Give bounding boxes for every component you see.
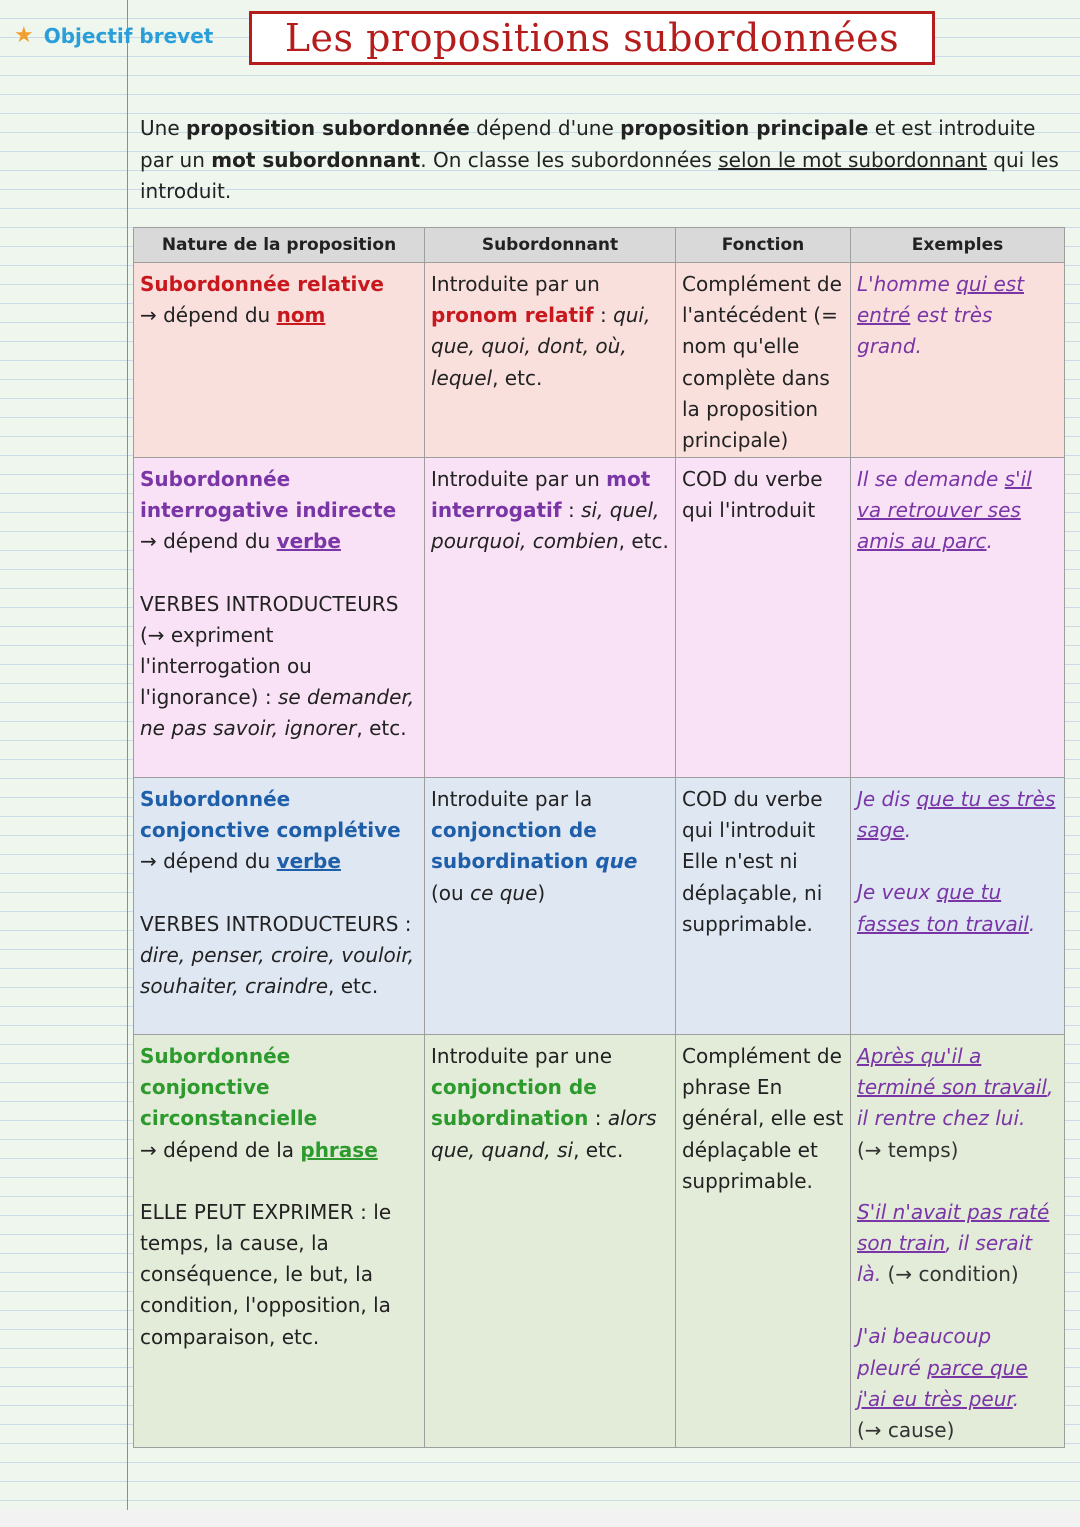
sub-keyword: conjonction de subordination [431, 1075, 597, 1131]
example-subordinate: que tu es très sage [857, 787, 1056, 843]
spacer [140, 1166, 418, 1197]
intro-bold-term: mot subordonnant [211, 147, 421, 172]
example-text: L'homme [857, 272, 957, 296]
cell-nature [134, 458, 425, 778]
header-subordonnant: Subordonnant [425, 228, 676, 263]
cell-subordonnant [425, 1035, 676, 1448]
sub-items: si, quel, pourquoi, combien [431, 498, 660, 554]
intro-text: qui les introduit. [140, 147, 1059, 203]
sub-keyword: mot interrogatif [431, 467, 651, 523]
header-fonction: Fonction [676, 228, 851, 263]
depends-word: nom [276, 303, 326, 328]
spacer [857, 846, 1058, 877]
sub-intro: Introduite par une [431, 1044, 613, 1068]
example-text: . [986, 529, 993, 554]
cell-nature [134, 778, 425, 1035]
example-text: , il rentre chez lui. [857, 1075, 1054, 1131]
sub-rest-end: ) [537, 880, 546, 905]
sub-end: , etc. [492, 365, 543, 390]
sub-separator: : [561, 498, 582, 523]
cell-fonction: Complément de phrase En général, elle est déplaçable et supprimable. [676, 1035, 851, 1448]
express-label: ELLE PEUT EXPRIMER : le temps, la cause, la conséquence, le but, la condition, l'opposition, la comparaison, etc. [140, 1199, 392, 1349]
star-icon: ★ [14, 23, 34, 48]
cell-nature [134, 263, 425, 458]
header-nature: Nature de la proposition [134, 228, 425, 263]
example-text: est très grand. [857, 303, 993, 359]
objective-tag-label: Objectif brevet [43, 24, 214, 48]
depends-word: verbe [276, 529, 341, 554]
cell-nature [134, 1035, 425, 1448]
example-subordinate: que tu fasses ton travail [857, 880, 1029, 936]
depends-text: → dépend du [140, 849, 277, 874]
spacer [857, 1290, 1058, 1321]
header-exemples: Exemples [851, 228, 1065, 263]
sub-keyword: conjonction de subordination [431, 818, 597, 874]
example-text: . [1012, 1386, 1020, 1411]
intro-text: et est introduite par un [140, 116, 1036, 172]
example-text: . [1028, 911, 1036, 936]
depends-text: → dépend du [140, 529, 277, 554]
intro-bold-term: proposition principale [620, 116, 869, 140]
verbs-label: VERBES INTRODUCTEURS : [140, 911, 412, 936]
example-note: (→ cause) [857, 1418, 955, 1443]
sub-rest-italic: ce que [470, 880, 538, 905]
verbs-end: , etc. [356, 716, 407, 741]
verbs-label: VERBES INTRODUCTEURS (→ expriment l'interrogation ou l'ignorance) : [140, 591, 399, 710]
example-text: Je veux [857, 880, 937, 905]
cell-fonction: Complément de l'antécédent (= nom qu'elle complète dans la proposition principale) [676, 263, 851, 458]
example-text: J'ai beaucoup pleuré [857, 1324, 992, 1380]
example-subordinate: parce que j'ai eu très peur [857, 1355, 1028, 1411]
depends-text: → dépend de la [140, 1137, 301, 1162]
sub-end: , etc. [618, 529, 669, 554]
example-subordinate: qui est entré [857, 272, 1025, 328]
spacer [140, 558, 418, 589]
intro-underlined: selon le mot subordonnant [718, 147, 987, 172]
intro-bold-term: proposition subordonnée [185, 116, 470, 140]
cell-exemples [851, 778, 1065, 1035]
cell-subordonnant [425, 263, 676, 458]
intro-text: dépend d'une [469, 116, 621, 140]
subordinates-table [133, 227, 1065, 1448]
cell-fonction: COD du verbe qui l'introduit [676, 458, 851, 778]
intro-text: Une [140, 116, 186, 140]
spacer [857, 1166, 1058, 1197]
example-subordinate: S'il n'avait pas raté son train [857, 1199, 1050, 1256]
example-subordinate: s'il va retrouver ses amis au parc [857, 467, 1032, 554]
nature-title: Subordonnée interrogative indirecte [140, 467, 397, 523]
sub-items: alors que, quand, si [431, 1106, 657, 1162]
page-bottom-strip [0, 1510, 1080, 1527]
example-text: Il se demande [857, 467, 1005, 491]
depends-text: → dépend du [140, 303, 277, 328]
intro-text: . On classe les subordonnées [420, 147, 719, 172]
intro-paragraph [140, 113, 1070, 208]
title-box [249, 11, 935, 65]
example-note: (→ temps) [857, 1137, 959, 1162]
sub-intro: Introduite par la [431, 787, 593, 811]
table-row-completive [134, 778, 1065, 1035]
nature-title: Subordonnée relative [140, 272, 384, 296]
cell-fonction: COD du verbe qui l'introduit Elle n'est ni déplaçable, ni supprimable. [676, 778, 851, 1035]
cell-subordonnant [425, 778, 676, 1035]
table-row-interrogative [134, 458, 1065, 778]
cell-subordonnant [425, 458, 676, 778]
page-title: Les propositions subordonnées [284, 16, 900, 60]
sub-end: , etc. [573, 1137, 624, 1162]
example-text: Je dis [857, 787, 917, 811]
sub-intro: Introduite par un [431, 467, 607, 491]
depends-word: verbe [276, 849, 341, 874]
sub-intro: Introduite par un [431, 272, 600, 296]
cell-exemples [851, 263, 1065, 458]
sub-items: qui, que, quoi, dont, où, lequel [431, 303, 651, 390]
example-text: , il serait là. [857, 1231, 1033, 1287]
sub-separator: : [593, 303, 614, 328]
table-header-row [134, 228, 1065, 263]
verbs-list: se demander, ne pas savoir, ignorer [140, 685, 415, 741]
sub-separator: : [588, 1106, 608, 1131]
spacer [140, 878, 418, 909]
table-row-relative [134, 263, 1065, 458]
nature-title: Subordonnée conjonctive circonstancielle [140, 1044, 318, 1131]
verbs-list: dire, penser, croire, vouloir, souhaiter, craindre [140, 942, 415, 999]
sub-keyword-italic: que [595, 849, 638, 874]
example-subordinate: Après qu'il a terminé son travail [857, 1044, 1047, 1100]
depends-word: phrase [300, 1137, 378, 1162]
table-row-circonstancielle [134, 1035, 1065, 1448]
cell-exemples [851, 1035, 1065, 1448]
objective-tag [14, 24, 213, 48]
sub-keyword: pronom relatif [431, 303, 594, 328]
example-text: . [904, 818, 912, 843]
verbs-end: , etc. [328, 974, 379, 999]
example-note: (→ condition) [881, 1262, 1019, 1287]
nature-title: Subordonnée conjonctive complétive [140, 787, 401, 843]
sub-rest: (ou [431, 880, 471, 905]
notebook-margin-line [127, 0, 128, 1510]
cell-exemples [851, 458, 1065, 778]
